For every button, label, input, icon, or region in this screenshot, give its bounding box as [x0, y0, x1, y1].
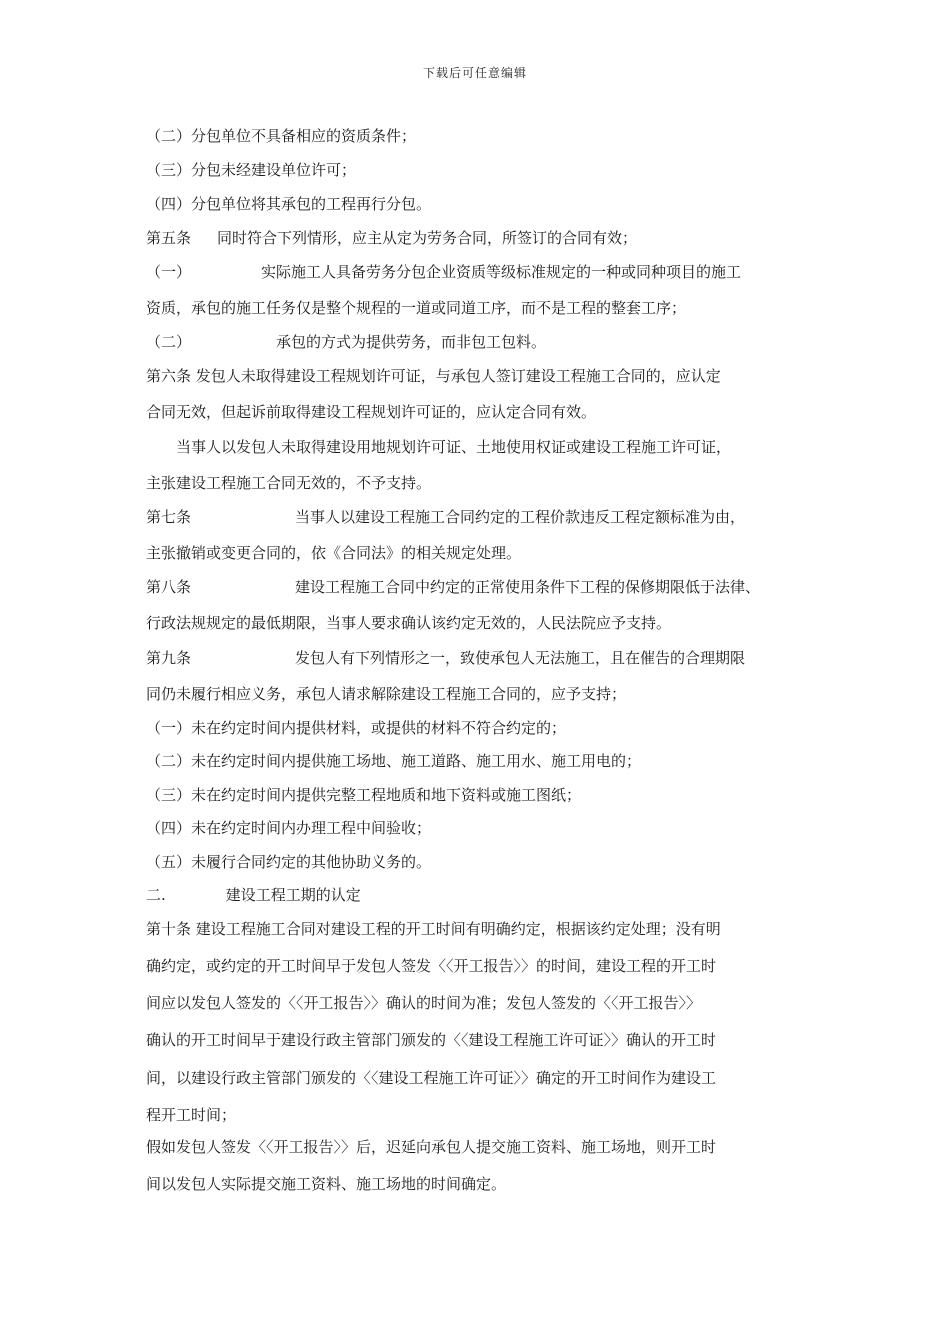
text-line: 确认的开工时间早于建设行政主管部门颁发的〈〈建设工程施工许可证〉〉确认的开工时	[146, 1031, 717, 1049]
text-line: 假如发包人签发〈〈开工报告〉〉后，迟延向承包人提交施工资料、施工场地，则开工时	[146, 1138, 717, 1156]
article-text: 同时符合下列情形，应主从定为劳务合同，所签订的合同有效；	[217, 229, 638, 247]
article-text: 建设工程施工合同中约定的正常使用条件下工程的保修期限低于法律、	[295, 578, 761, 596]
item-text: 实际施工人具备劳务分包企业资质等级标准规定的一种或同种项目的施工	[261, 263, 742, 281]
text-line: （二）分包单位不具备相应的资质条件；	[146, 127, 417, 145]
list-item: （五）未履行合同约定的其他协助义务的。	[146, 853, 432, 871]
item-line	[146, 262, 741, 282]
article-number: 第八条	[146, 578, 192, 596]
section-heading	[146, 885, 361, 905]
text-line: 资质，承包的施工任务仅是整个规程的一道或同道工序，而不是工程的整套工序；	[146, 299, 687, 317]
item-number: （二）	[146, 333, 192, 351]
text-line: 间，以建设行政主管部门颁发的〈〈建设工程施工许可证〉〉确定的开工时间作为建设工	[146, 1069, 717, 1087]
article-line	[146, 648, 745, 668]
article-line	[146, 228, 637, 248]
text-line: 间应以发包人签发的〈〈开工报告〉〉确认的时间为准；发包人签发的〈〈开工报告〉〉	[146, 994, 702, 1012]
text-line: 程开工时间；	[146, 1106, 237, 1124]
list-item: （四）未在约定时间内办理工程中间验收；	[146, 819, 432, 837]
article-line	[146, 507, 745, 527]
item-line	[146, 332, 546, 352]
item-number: （一）	[146, 263, 192, 281]
text-line: 间以发包人实际提交施工资料、施工场地的时间确定。	[146, 1175, 507, 1193]
article-line	[146, 577, 760, 597]
list-item: （二）未在约定时间内提供施工场地、施工道路、施工用水、施工用电的；	[146, 752, 642, 770]
article-number: 第七条	[146, 508, 192, 526]
text-line: 同仍未履行相应义务，承包人请求解除建设工程施工合同的，应予支持；	[146, 685, 627, 703]
list-item: （三）未在约定时间内提供完整工程地质和地下资料或施工图纸；	[146, 786, 582, 804]
text-line: 第十条 建设工程施工合同对建设工程的开工时间有明确约定，根据该约定处理；没有明	[146, 920, 721, 938]
text-line: 确约定，或约定的开工时间早于发包人签发〈〈开工报告〉〉的时间，建设工程的开工时	[146, 957, 717, 975]
text-line: 当事人以发包人未取得建设用地规划许可证、土地使用权证或建设工程施工许可证，	[176, 438, 732, 456]
article-number: 第九条	[146, 649, 192, 667]
text-line: 第六条 发包人未取得建设工程规划许可证，与承包人签订建设工程施工合同的，应认定	[146, 367, 721, 385]
text-line: 合同无效，但起诉前取得建设工程规划许可证的，应认定合同有效。	[146, 403, 597, 421]
text-line: （三）分包未经建设单位许可；	[146, 161, 357, 179]
list-item: （一）未在约定时间内提供材料，或提供的材料不符合约定的；	[146, 719, 567, 737]
page-header: 下载后可任意编辑	[422, 66, 527, 80]
text-line: 主张建设工程施工合同无效的，不予支持。	[146, 474, 432, 492]
article-number: 第五条	[146, 229, 192, 247]
article-text: 当事人以建设工程施工合同约定的工程价款违反工程定额标准为由，	[295, 508, 746, 526]
text-line: 主张撤销或变更合同的，依《合同法》的相关规定处理。	[146, 544, 522, 562]
text-line: 行政法规规定的最低期限，当事人要求确认该约定无效的，人民法院应予支持。	[146, 614, 672, 632]
item-text: 承包的方式为提供劳务，而非包工包料。	[276, 333, 547, 351]
text-line: （四）分包单位将其承包的工程再行分包。	[146, 195, 432, 213]
section-title: 建设工程工期的认定	[225, 886, 361, 904]
article-text: 发包人有下列情形之一，致使承包人无法施工，且在催告的合理期限	[295, 649, 746, 667]
section-number: 二.	[146, 886, 166, 904]
